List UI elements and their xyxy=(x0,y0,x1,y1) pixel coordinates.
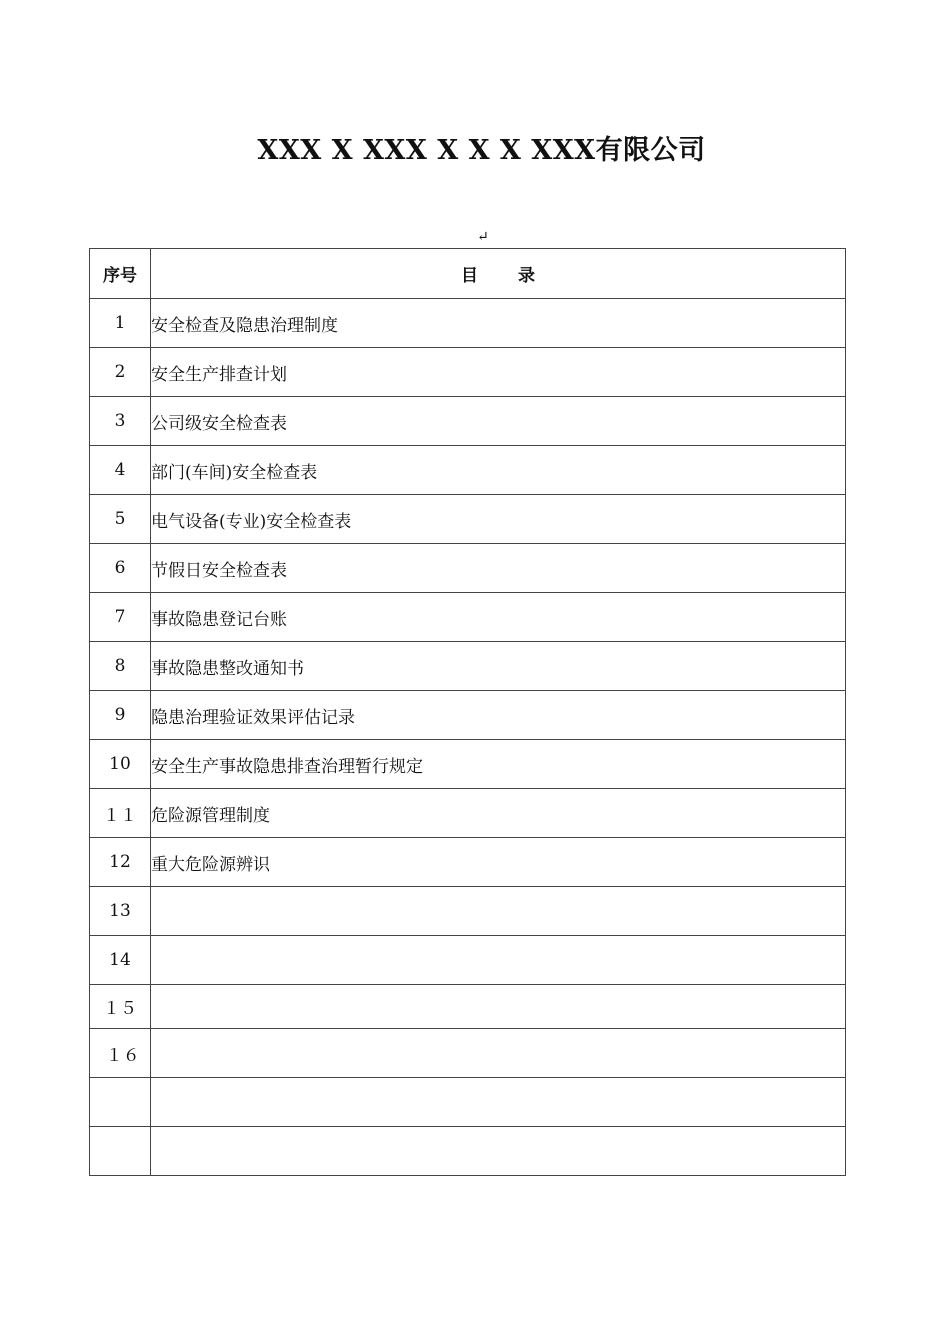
row-title: 电气设备(专业)安全检查表 xyxy=(151,495,846,544)
row-number: 7 xyxy=(90,593,151,642)
row-title xyxy=(151,1029,846,1078)
row-title: 安全检查及隐患治理制度 xyxy=(151,299,846,348)
row-title: 公司级安全检查表 xyxy=(151,397,846,446)
row-title: 节假日安全检查表 xyxy=(151,544,846,593)
row-number: 4 xyxy=(90,446,151,495)
row-title: 危险源管理制度 xyxy=(151,789,846,838)
table-row xyxy=(90,1078,846,1127)
row-number: １５ xyxy=(90,985,151,1029)
table-row xyxy=(90,985,846,1029)
table-row xyxy=(90,299,846,348)
row-number: 8 xyxy=(90,642,151,691)
row-title: 部门(车间)安全检查表 xyxy=(151,446,846,495)
row-number: １１ xyxy=(90,789,151,838)
row-number: 2 xyxy=(90,348,151,397)
row-title: 安全生产事故隐患排查治理暂行规定 xyxy=(151,740,846,789)
row-number: 1 xyxy=(90,299,151,348)
table-row xyxy=(90,838,846,887)
table-row xyxy=(90,1029,846,1078)
row-title xyxy=(151,887,846,936)
table-row xyxy=(90,1127,846,1176)
header-contents xyxy=(151,249,846,299)
table-row xyxy=(90,642,846,691)
table-row xyxy=(90,887,846,936)
table-row xyxy=(90,446,846,495)
row-title xyxy=(151,985,846,1029)
row-number: 5 xyxy=(90,495,151,544)
table-row xyxy=(90,348,846,397)
row-title xyxy=(151,936,846,985)
row-title: 事故隐患整改通知书 xyxy=(151,642,846,691)
row-number xyxy=(90,1078,151,1127)
header-serial-number: 序号 xyxy=(90,249,151,299)
table-row xyxy=(90,544,846,593)
table-row xyxy=(90,936,846,985)
contents-table xyxy=(89,248,846,1176)
table-header-row xyxy=(90,249,846,299)
header-contents-left: 目 xyxy=(461,266,478,286)
row-title: 重大危险源辨识 xyxy=(151,838,846,887)
row-number: 3 xyxy=(90,397,151,446)
row-title: 事故隐患登记台账 xyxy=(151,593,846,642)
table-row xyxy=(90,740,846,789)
row-number: 13 xyxy=(90,887,151,936)
row-title: 安全生产排查计划 xyxy=(151,348,846,397)
document-title: XXX X XXX X X X XXX有限公司 xyxy=(257,135,706,166)
row-number xyxy=(90,1127,151,1176)
row-number: 6 xyxy=(90,544,151,593)
row-number: 10 xyxy=(90,740,151,789)
paragraph-mark: ↵ xyxy=(477,229,489,245)
table-row xyxy=(90,495,846,544)
table-row xyxy=(90,691,846,740)
row-title xyxy=(151,1078,846,1127)
table-row xyxy=(90,593,846,642)
row-title xyxy=(151,1127,846,1176)
row-number: 9 xyxy=(90,691,151,740)
row-number: １６ xyxy=(90,1029,151,1078)
row-number: 14 xyxy=(90,936,151,985)
header-contents-right: 录 xyxy=(518,266,535,286)
row-number: 12 xyxy=(90,838,151,887)
table-row xyxy=(90,397,846,446)
row-title: 隐患治理验证效果评估记录 xyxy=(151,691,846,740)
table-row xyxy=(90,789,846,838)
